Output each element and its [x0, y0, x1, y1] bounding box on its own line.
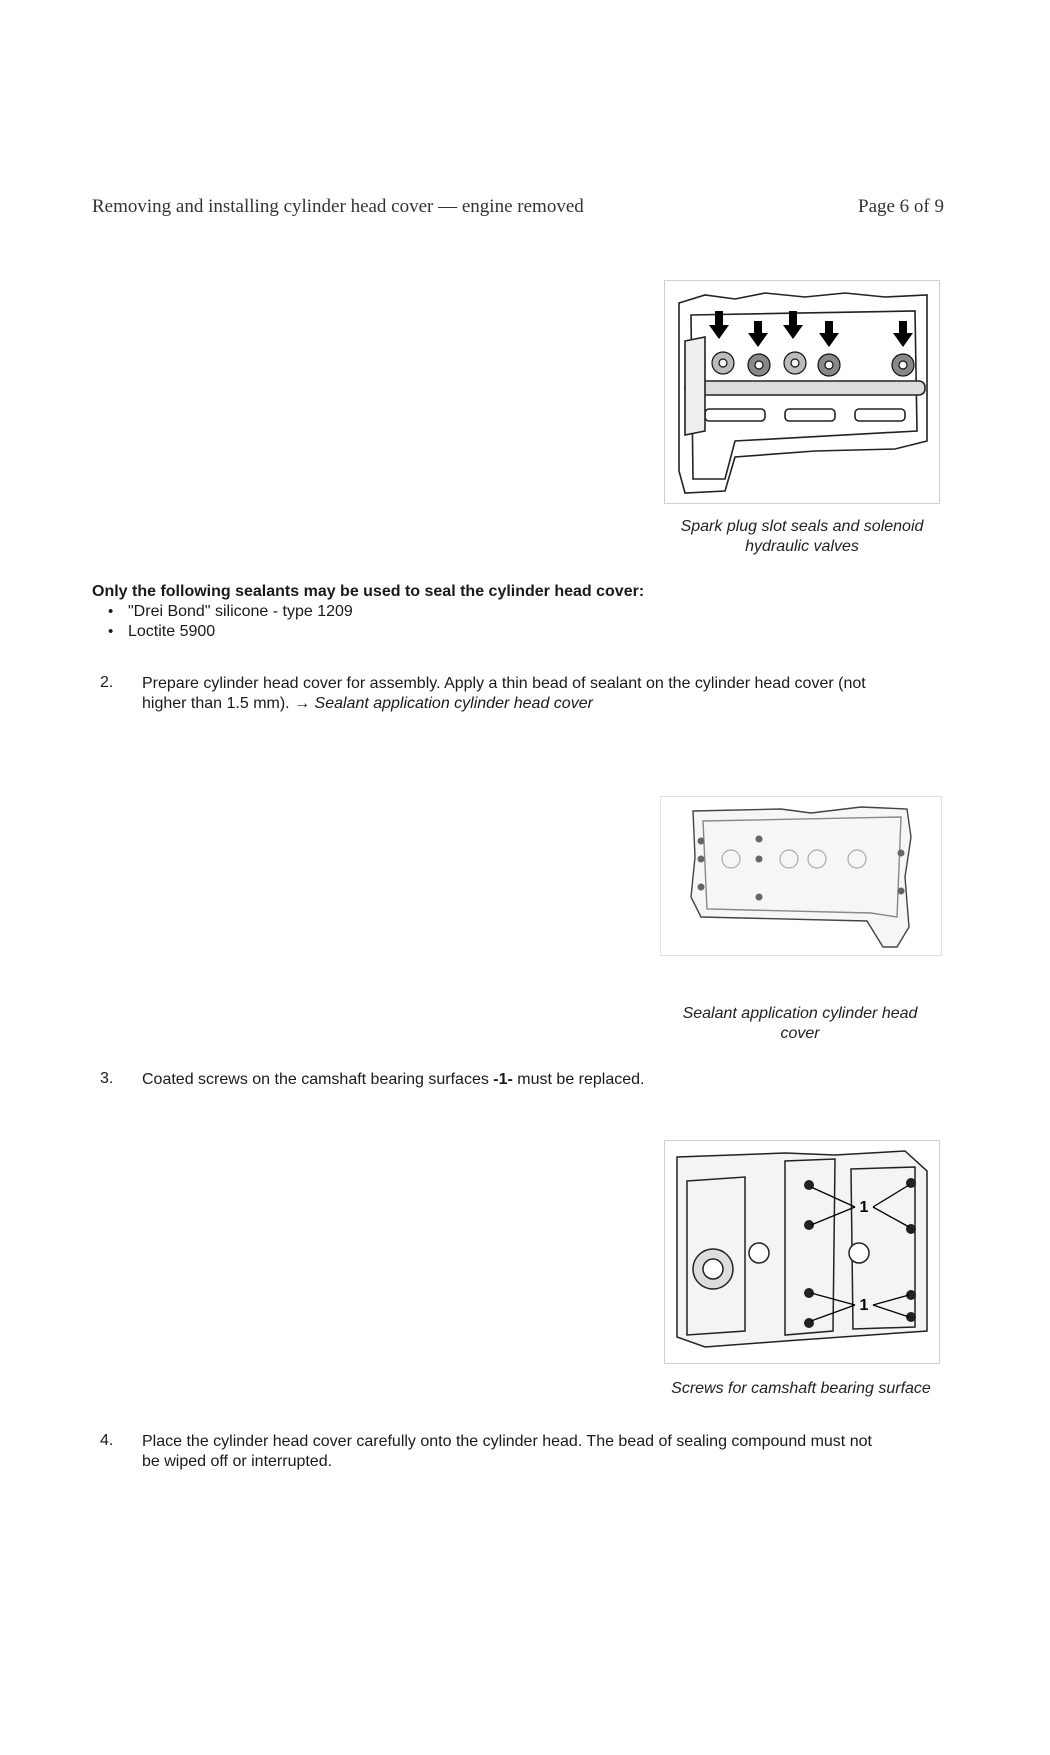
list-item: • "Drei Bond" silicone - type 1209 [98, 602, 353, 622]
sealants-list [98, 602, 353, 642]
step-text [142, 674, 932, 714]
step-text [142, 1070, 932, 1090]
callout-label: 1 [859, 1199, 869, 1216]
step-text [142, 1432, 942, 1472]
figure-caption: Screws for camshaft bearing surface [671, 1380, 931, 1397]
step-line: must be replaced. [512, 1071, 645, 1088]
list-item: • Loctite 5900 [98, 622, 353, 642]
step-line: Place the cylinder head cover carefully onto the cylinder head. The bead of sealing compound must not [142, 1433, 872, 1450]
step-number: 3. [100, 1070, 114, 1087]
sealant-application-link[interactable]: Sealant application cylinder head cover [314, 695, 593, 712]
callout-label: 1 [859, 1297, 869, 1314]
caption-line: cover [780, 1025, 820, 1042]
engine-head-illustration-1 [665, 281, 939, 503]
step-line: be wiped off or interrupted. [142, 1453, 333, 1470]
step-number: 4. [100, 1432, 114, 1449]
caption-line: hydraulic valves [745, 538, 859, 555]
caption-line: Spark plug slot seals and solenoid [680, 518, 924, 535]
cover-outline-illustration [661, 797, 941, 955]
figure-camshaft-screws [664, 1140, 940, 1364]
figure-spark-plug-seals [664, 280, 940, 504]
figure-sealant-application [660, 796, 942, 956]
camshaft-bearing-illustration [665, 1141, 939, 1363]
callout-ref: -1- [493, 1071, 513, 1088]
step-number: 2. [100, 674, 114, 691]
caption-line: Sealant application cylinder head [682, 1005, 918, 1022]
sealants-heading: Only the following sealants may be used to seal the cylinder head cover: [92, 583, 645, 600]
figure-caption [660, 1004, 940, 1044]
page-number: Page 6 of 9 [858, 196, 945, 217]
step-line: higher than 1.5 mm). → [142, 695, 315, 712]
step-line: Coated screws on the camshaft bearing surfaces [142, 1071, 494, 1088]
figure-caption [660, 517, 944, 557]
step-line: Prepare cylinder head cover for assembly. Apply a thin bead of sealant on the cylinder head cover (not [142, 675, 866, 692]
page-title: Removing and installing cylinder head cover — engine removed [92, 196, 584, 217]
